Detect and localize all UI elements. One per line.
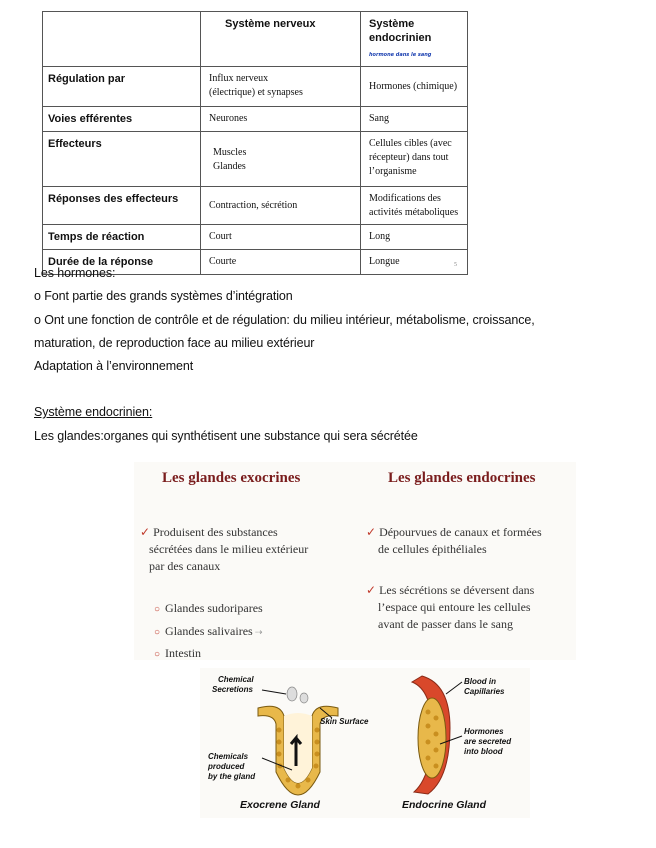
cell-line: récepteur) dans tout (369, 152, 449, 163)
comparison-table (42, 11, 468, 275)
table-header-empty (43, 12, 201, 67)
scribble-icon: ⇢ (252, 626, 263, 637)
point-line: l’espace qui entoure les cellules (378, 600, 531, 614)
check-icon: ✓ (366, 583, 377, 597)
table-row (43, 107, 468, 132)
page-number: 5 (454, 262, 457, 268)
table-row (43, 132, 468, 187)
table-header-row (43, 12, 468, 67)
cell-line: Cellules cibles (avec (369, 138, 452, 149)
table-row (43, 67, 468, 107)
cell-endocrinien (361, 250, 468, 275)
cell-line: Courte (209, 256, 237, 267)
label-chemicals-produced-2: produced (208, 762, 245, 771)
cell-nerveux (201, 132, 361, 187)
section-title: Système endocrinien: (34, 405, 153, 419)
circle-bullet-icon: ○ (154, 649, 161, 660)
row-label: Durée de la réponse (43, 250, 201, 275)
example-item: Glandes sudoripares (165, 601, 263, 615)
exocrine-point (140, 524, 308, 575)
cell-line: Influx nerveux (209, 73, 269, 84)
cell-line: (électrique) et synapses (209, 87, 303, 98)
label-hormones-secreted-2: are secreted (464, 737, 512, 746)
circle-bullet-icon: ○ (154, 604, 161, 615)
endocrine-point (366, 524, 542, 558)
point-line: par des canaux (149, 559, 221, 573)
gland-diagram (200, 668, 530, 818)
row-label: Réponses des effecteurs (43, 187, 201, 225)
cell-nerveux (201, 225, 361, 250)
endocrine-point (366, 582, 534, 633)
row-label: Voies efférentes (43, 107, 201, 132)
cell-nerveux (201, 67, 361, 107)
label-chemicals-produced: Chemicals (208, 752, 249, 761)
text-line: maturation, de reproduction face au milieu extérieur (34, 336, 315, 350)
cell-line: Contraction, sécrétion (209, 200, 298, 211)
hormones-title: Les hormones: (34, 266, 116, 280)
cell-line: Modifications des (369, 193, 441, 204)
text-line: o Ont une fonction de contrôle et de régulation: du milieu intérieur, métabolisme, croissance, (34, 313, 535, 327)
text-line: o Font partie des grands systèmes d’intégration (34, 289, 293, 303)
text-line: Les glandes:organes qui synthétisent une substance qui sera sécrétée (34, 429, 418, 443)
exocrine-examples (154, 598, 263, 666)
header-nerveux-label: Système nerveux (225, 18, 316, 30)
cell-line: Muscles (213, 146, 247, 158)
label-chemicals-produced-3: by the gland (208, 772, 256, 781)
cell-endocrinien (361, 107, 468, 132)
glands-slide (134, 462, 576, 660)
cell-nerveux (201, 107, 361, 132)
circle-bullet-icon: ○ (154, 626, 161, 638)
example-item: Intestin (165, 646, 202, 660)
secretion-drop (300, 693, 308, 703)
point-line: sécrétées dans le milieu extérieur (149, 542, 309, 556)
point-line: Dépourvues de canaux et formées (379, 525, 542, 539)
table-header-nerveux (201, 12, 361, 67)
row-label: Régulation par (43, 67, 201, 107)
point-line: Produisent des substances (153, 525, 278, 539)
cell-line: Hormones (chimique) (369, 81, 458, 92)
label-blood-capillaries: Blood in (464, 677, 496, 686)
check-icon: ✓ (140, 525, 151, 539)
exocrine-gland-title: Exocrene Gland (240, 799, 320, 811)
cell-line: Long (369, 231, 391, 242)
cell-endocrinien (361, 225, 468, 250)
cell-line: activités métaboliques (369, 207, 459, 218)
point-line: de cellules épithéliales (378, 542, 487, 556)
cell-line: Court (209, 231, 232, 242)
row-label: Temps de réaction (43, 225, 201, 250)
table-row (43, 225, 468, 250)
label-hormones-secreted: Hormones (464, 727, 504, 736)
cell-line: l’organisme (369, 166, 417, 177)
cell-line: Glandes (213, 160, 246, 172)
label-skin-surface: Skin Surface (320, 717, 369, 726)
header-endocrinien-label: Système endocrinien (369, 18, 432, 44)
label-hormones-secreted-3: into blood (464, 747, 503, 756)
cell-endocrinien (361, 132, 468, 187)
secretion-drop (287, 687, 297, 701)
cell-line: Neurones (209, 113, 248, 124)
label-blood-capillaries-2: Capillaries (464, 687, 505, 696)
handwritten-note: hormone dans le sang (369, 52, 432, 58)
row-label: Effecteurs (43, 132, 201, 187)
table-row (43, 187, 468, 225)
cell-nerveux (201, 187, 361, 225)
label-chemical-secretions-2: Secretions (212, 685, 253, 694)
cell-endocrinien (361, 187, 468, 225)
table-header-endocrinien (361, 12, 468, 67)
cell-line: Sang (369, 113, 389, 124)
example-item: Glandes salivaires (165, 623, 253, 638)
slide-title-exocrine: Les glandes exocrines (162, 470, 301, 486)
slide-title-endocrine: Les glandes endocrines (388, 470, 536, 486)
cell-line: Longue (369, 256, 400, 267)
cell-endocrinien (361, 67, 468, 107)
point-line: avant de passer dans le sang (378, 617, 513, 631)
check-icon: ✓ (366, 525, 377, 539)
cell-nerveux (201, 250, 361, 275)
endocrine-gland-title: Endocrine Gland (402, 799, 487, 811)
text-line: Adaptation à l’environnement (34, 359, 194, 373)
label-chemical-secretions: Chemical (218, 675, 254, 684)
point-line: Les sécrétions se déversent dans (379, 583, 535, 597)
